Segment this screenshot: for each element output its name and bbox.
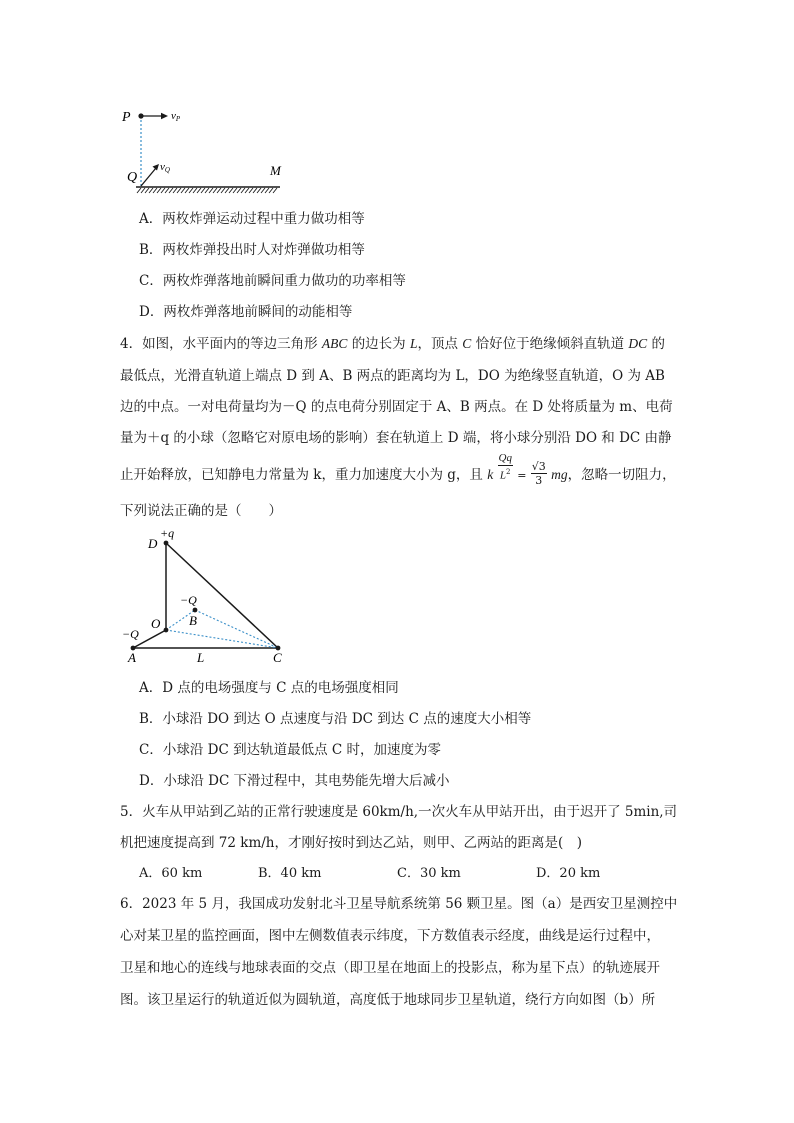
label-p: P: [122, 110, 131, 125]
q4-stem-line-6: 下列说法正确的是（ ）: [120, 503, 282, 519]
q5-stem-line-2: 机把速度提高到 72 km/h，才刚好按时到达乙站，则甲、乙两站的距离是( ): [120, 835, 583, 851]
q4-option-d: D．小球沿 DC 下滑过程中，其电势能先增大后减小: [139, 773, 450, 789]
label-o: O: [151, 616, 161, 631]
label-b: B: [189, 613, 197, 628]
label-neg-q-a: −Q: [122, 627, 139, 641]
label-l: L: [197, 650, 205, 665]
point-d: [164, 541, 169, 546]
label-c: C: [273, 650, 282, 665]
q6-stem-line-4: 图。该卫星运行的轨道近似为圆轨道，高度低于地球同步卫星轨道，绕行方向如图（b）所: [120, 992, 656, 1008]
label-vp: vP: [171, 110, 181, 123]
label-a: A: [128, 650, 136, 665]
q4-option-a: A．D 点的电场强度与 C 点的电场强度相同: [139, 680, 399, 696]
point-o: [164, 628, 169, 633]
velocity-vq-arrow: [141, 168, 156, 186]
q4-option-c: C．小球沿 DC 到达轨道最低点 C 时，加速度为零: [139, 742, 441, 758]
label-neg-q-b: −Q: [180, 593, 197, 607]
label-q: Q: [127, 170, 138, 185]
label-d: D: [148, 536, 158, 551]
q6-stem-line-1: 6．2023 年 5 月，我国成功发射北斗卫星导航系统第 56 颗卫星。图（a）是西安卫星测控中: [120, 896, 678, 912]
point-b: [193, 608, 198, 613]
q6-stem-line-2: 心对某卫星的监控画面，图中左侧数值表示纬度，下方数值表示经度，曲线是运行过程中，: [120, 928, 660, 944]
figure-projectile-diagram: [118, 100, 288, 196]
label-plus-q: +q: [160, 526, 175, 540]
q5-choice-a: A．60 km: [139, 866, 203, 881]
q3-option-b: B．两枚炸弹投出时人对炸弹做功相等: [139, 242, 365, 258]
q5-choice-b: B．40 km: [258, 866, 322, 881]
fraction-sqrt3-over-3: $\frac{√3}{3}$: [531, 460, 546, 487]
segment-bc: [195, 610, 278, 648]
q6-stem-line-3: 卫星和地心的连线与地球表面的交点（即卫星在地面上的投影点，称为星下点）的轨迹展开: [120, 960, 660, 976]
ground-hatching: [137, 188, 277, 193]
q4-stem-line-1: 4．如图，水平面内的等边三角形 ABC 的边长为 L，顶点 C 恰好位于绝缘倾斜直轨道 DC 的: [120, 336, 665, 352]
q3-option-a: A．两枚炸弹运动过程中重力做功相等: [139, 211, 365, 227]
q4-stem-line-4: 量为＋q 的小球（忽略它对原电场的影响）套在轨道上 D 端，将小球分别沿 DO 和 DC 由静: [120, 430, 672, 446]
q3-option-c: C．两枚炸弹落地前瞬间重力做功的功率相等: [139, 273, 406, 289]
q4-option-b: B．小球沿 DO 到达 O 点速度与沿 DC 到达 C 点的速度大小相等: [139, 711, 532, 727]
label-vq: vQ: [160, 161, 170, 174]
fraction-qq-over-l2: $\frac{Qq}{L^2}$: [498, 452, 512, 482]
q4-stem-line-2: 最低点，光滑直轨道上端点 D 到 A、B 两点的距离均为 L，DO 为绝缘竖直轨道，O 为 AB: [120, 368, 665, 384]
label-m: M: [270, 163, 281, 178]
q3-option-d: D．两枚炸弹落地前瞬间的动能相等: [139, 304, 353, 320]
q4-stem-line-3: 边的中点。一对电荷量均为－Q 的点电荷分别固定于 A、B 两点。在 D 处将质量为 m、电荷: [120, 399, 673, 415]
figure-triangle-diagram: [118, 526, 298, 666]
q5-stem-line-1: 5．火车从甲站到乙站的正常行驶速度是 60km/h,一次火车从甲站开出，由于迟开了 5min,司: [120, 804, 678, 820]
q5-choice-d: D．20 km: [536, 866, 601, 881]
q4-stem-line-5: 止开始释放，已知静电力常量为 k，重力加速度大小为 g，且 k $\frac{Qq}{L^2}$ = $\frac{√3}{3}$ mg，忽略一切阻力，: [120, 452, 676, 487]
q5-choice-c: C．30 km: [397, 866, 461, 881]
